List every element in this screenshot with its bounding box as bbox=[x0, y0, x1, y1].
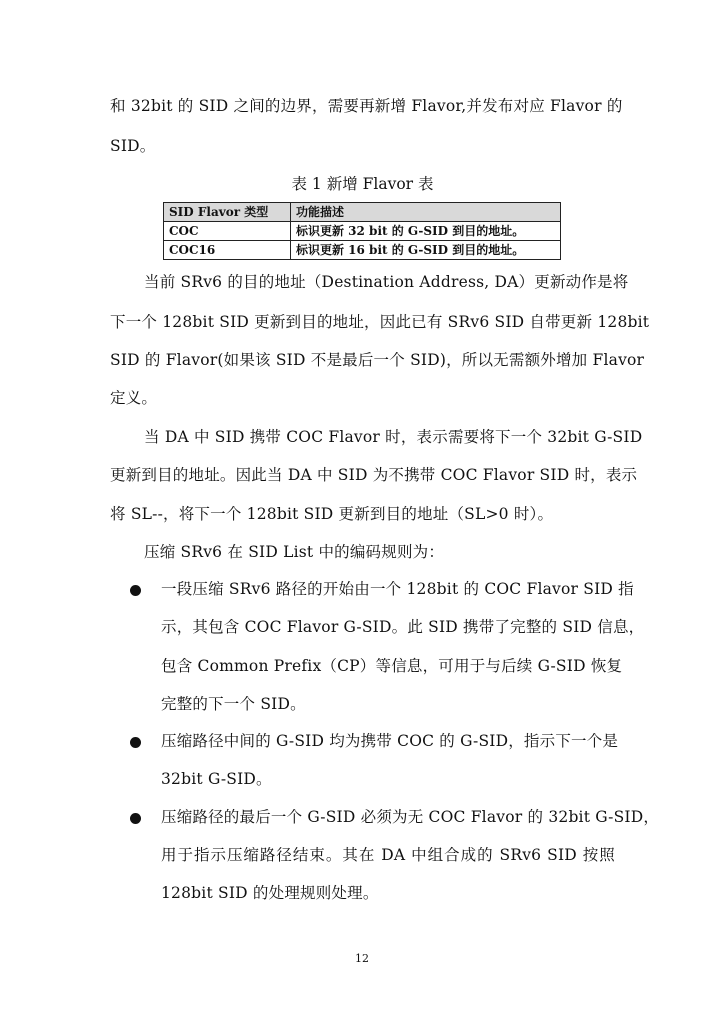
bullet-dot-icon bbox=[130, 585, 141, 596]
paragraph-line: 更新到目的地址。因此当 DA 中 SID 为不携带 COC Flavor SID 时，表示 bbox=[110, 466, 638, 484]
list-item-line: 128bit SID 的处理规则处理。 bbox=[161, 884, 379, 902]
paragraph-line: 压缩 SRv6 在 SID List 中的编码规则为： bbox=[144, 543, 445, 561]
list-item-line: 32bit G-SID。 bbox=[161, 770, 272, 788]
list-item-line: 包含 Common Prefix（CP）等信息，可用于与后续 G-SID 恢复 bbox=[161, 657, 623, 675]
list-item-line: 用于指示压缩路径结束。其在 DA 中组合成的 SRv6 SID 按照 bbox=[161, 846, 615, 864]
paragraph-line: SID。 bbox=[110, 137, 156, 155]
paragraph-line: 定义。 bbox=[110, 389, 158, 407]
page-number: 12 bbox=[355, 952, 369, 965]
paragraph-line: 将 SL--，将下一个 128bit SID 更新到目的地址（SL>0 时）。 bbox=[110, 505, 554, 523]
paragraph-line: 当前 SRv6 的目的地址（Destination Address, DA）更新动作是将 bbox=[144, 273, 629, 291]
list-item-line: 完整的下一个 SID。 bbox=[161, 695, 306, 713]
table-caption: 表 1 新增 Flavor 表 bbox=[291, 175, 434, 193]
paragraph-line: 和 32bit 的 SID 之间的边界，需要再新增 Flavor,并发布对应 Flavor 的 bbox=[110, 97, 623, 115]
list-item-line: 一段压缩 SRv6 路径的开始由一个 128bit 的 COC Flavor SID 指 bbox=[161, 580, 634, 598]
table-row bbox=[164, 241, 561, 260]
list-item-line: 压缩路径的最后一个 G-SID 必须为无 COC Flavor 的 32bit G-SID， bbox=[161, 808, 660, 826]
flavor-table bbox=[163, 202, 561, 260]
table-header-row bbox=[164, 203, 561, 222]
list-item-line: 压缩路径中间的 G-SID 均为携带 COC 的 G-SID，指示下一个是 bbox=[161, 732, 619, 750]
table-cell: 标识更新 32 bit 的 G-SID 到目的地址。 bbox=[291, 222, 561, 241]
table-row bbox=[164, 222, 561, 241]
table-cell: COC16 bbox=[164, 241, 291, 260]
bullet-dot-icon bbox=[130, 813, 141, 824]
paragraph-line: 下一个 128bit SID 更新到目的地址，因此已有 SRv6 SID 自带更新 128bit bbox=[110, 313, 650, 331]
table-cell: 标识更新 16 bit 的 G-SID 到目的地址。 bbox=[291, 241, 561, 260]
list-item-line: 示，其包含 COC Flavor G-SID。此 SID 携带了完整的 SID 信息， bbox=[161, 618, 645, 636]
paragraph-line: SID 的 Flavor(如果该 SID 不是最后一个 SID)，所以无需额外增加 Flavor bbox=[110, 351, 645, 369]
bullet-dot-icon bbox=[130, 737, 141, 748]
paragraph-line: 当 DA 中 SID 携带 COC Flavor 时，表示需要将下一个 32bit G-SID bbox=[144, 428, 643, 446]
table-header-cell: SID Flavor 类型 bbox=[164, 203, 291, 222]
table-cell: COC bbox=[164, 222, 291, 241]
table-header-cell: 功能描述 bbox=[291, 203, 561, 222]
